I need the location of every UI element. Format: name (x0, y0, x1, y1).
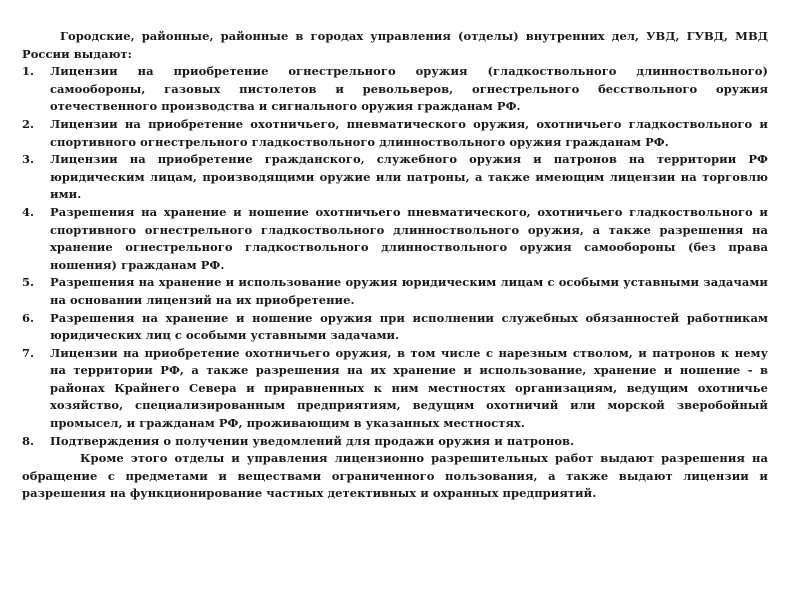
list-item-text: Лицензии на приобретение огнестрельного оружия (гладкоствольного длинноствольного) самообороны, газовых пистолетов и револьверов, огнестрельного бесствольного оружия отечественного производства и сигнального оружия гражданам РФ. (50, 64, 768, 114)
list-item-text: Лицензии на приобретение гражданского, служебного оружия и патронов на территории РФ юридическим лицам, производящими оружие или патроны, а также имеющим лицензии на торговлю ими. (50, 152, 768, 202)
list-item-text: Лицензии на приобретение охотничьего оружия, в том числе с нарезным стволом, и патронов к нему на территории РФ, а также разрешения на их хранение и использование, хранение и ношение - в районах Крайнего Севера и приравненных к ним местностях организациям, ведущим охотничье хозяйство, специализированным предприятиям, ведущим охотничий или морской зверобойный промысел, и гражданам РФ, проживающим в указанных местностях. (50, 345, 768, 431)
list-item-number: 2. (22, 116, 35, 131)
list-item-number: 8. (22, 433, 35, 448)
list-item-number: 3. (22, 152, 35, 167)
document-body (22, 28, 768, 503)
list-item (22, 116, 768, 151)
list-item-number: 1. (22, 64, 35, 79)
list-item-number: 6. (22, 310, 35, 325)
intro-paragraph: Городские, районные, районные в городах управления (отделы) внутренних дел, УВД, ГУВД, МВД России выдают: (22, 29, 768, 61)
list-item (22, 204, 768, 274)
list-item-number: 4. (22, 204, 35, 219)
list-item-text: Разрешения на хранение и ношение охотничьего пневматического, охотничьего гладкоствольного и спортивного огнестрельного гладкоствольного длинноствольного оружия, а также разрешения на хранение огнестрельного гладкоствольного длинноствольного оружия самообороны (без права ношения) гражданам РФ. (50, 204, 768, 272)
list-item (22, 345, 768, 433)
list-item (22, 151, 768, 204)
list-item (22, 274, 768, 309)
list-item (22, 433, 768, 451)
list-item-text: Разрешения на хранение и использование оружия юридическим лицам с особыми уставными задачами на основании лицензий на их приобретение. (50, 275, 768, 307)
numbered-list (22, 63, 768, 450)
list-item-text: Лицензии на приобретение охотничьего, пневматического оружия, охотничьего гладкоствольного и спортивного огнестрельного гладкоствольного длинноствольного оружия гражданам РФ. (50, 116, 768, 149)
list-item-text: Подтверждения о получении уведомлений для продажи оружия и патронов. (50, 433, 575, 448)
list-item-number: 7. (22, 345, 35, 360)
list-item-text: Разрешения на хранение и ношение оружия при исполнении служебных обязанностей работникам юридических лиц с особыми уставными задачами. (50, 310, 768, 343)
list-item (22, 63, 768, 116)
list-item (22, 310, 768, 345)
closing-paragraph: Кроме этого отделы и управления лицензионно разрешительных работ выдают разрешения на обращение с предметами и веществами ограниченного пользования, а также выдают лицензии и разрешения на функционирование частных детективных и охранных предприятий. (22, 451, 768, 501)
list-item-number: 5. (22, 275, 35, 290)
